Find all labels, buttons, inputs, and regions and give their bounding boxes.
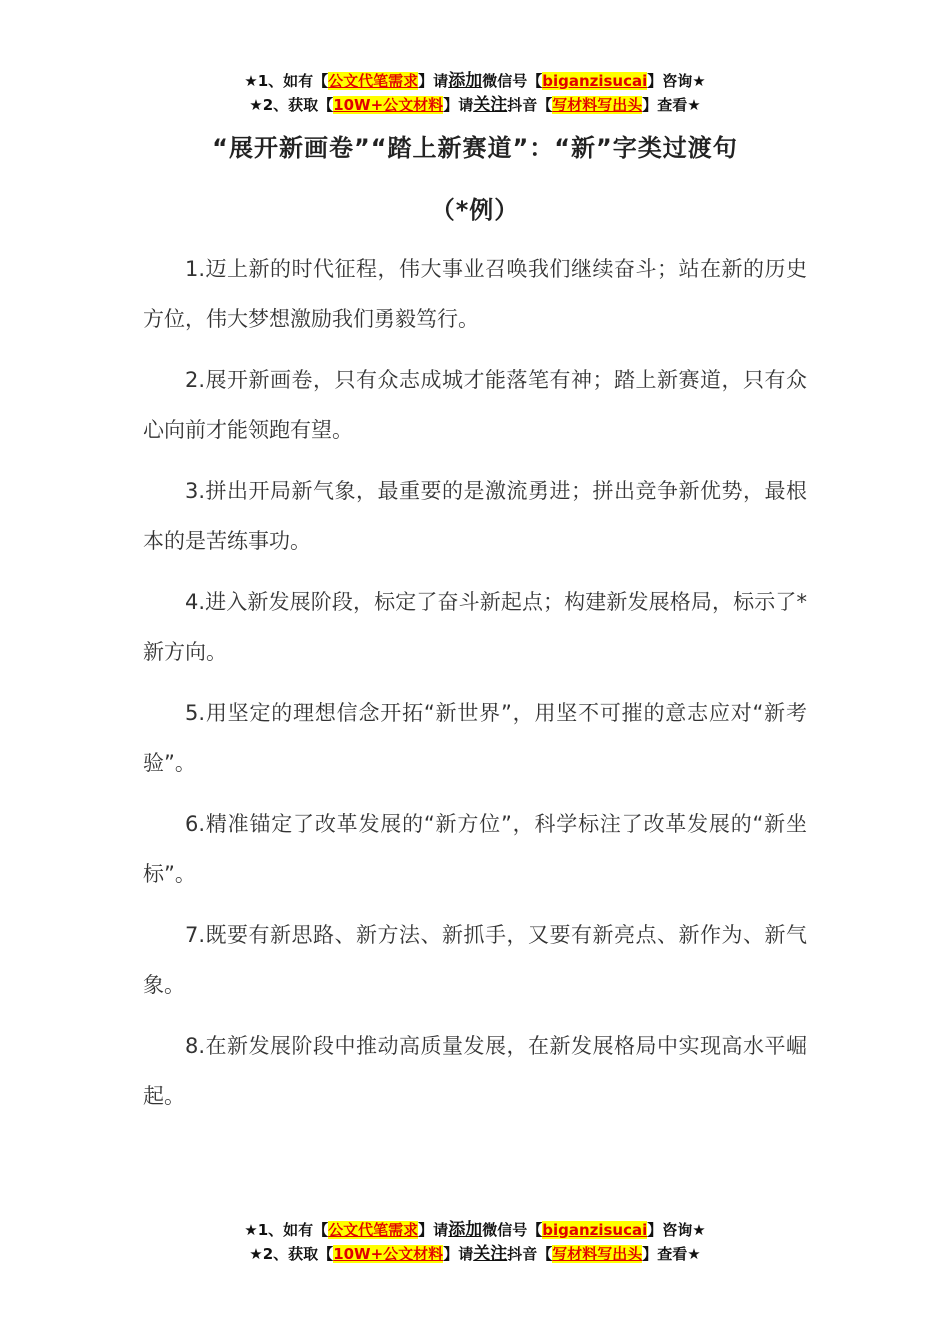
promo-line-2 [0, 1242, 950, 1266]
promo-text: ★1、如有【 [244, 72, 329, 90]
promo-footer [0, 1218, 950, 1266]
promo-emphasis: 添加 [448, 1220, 483, 1240]
paragraph-2: 2.展开新画卷，只有众志成城才能落笔有神；踏上新赛道，只有众心向前才能领跑有望。 [143, 368, 807, 442]
document-title: “展开新画卷”“踏上新赛道”：“新”字类过渡句 [212, 134, 738, 162]
promo-header [0, 69, 950, 117]
promo-wechat-id: biganzisucai [542, 72, 648, 90]
paragraph-1: 1.迈上新的时代征程，伟大事业召唤我们继续奋斗；站在新的历史方位，伟大梦想激励我们勇毅笃行。 [143, 257, 807, 331]
promo-text: 微信号【 [482, 72, 543, 90]
paragraph-4: 4.进入新发展阶段，标定了奋斗新起点；构建新发展格局，标示了*新方向。 [143, 590, 807, 664]
promo-text: 】查看★ [642, 96, 701, 114]
promo-emphasis: 关注 [473, 1244, 508, 1264]
promo-text: 】查看★ [642, 1245, 701, 1263]
promo-line-1 [0, 69, 950, 93]
promo-line-1 [0, 1218, 950, 1242]
document-subtitle: （*例） [430, 196, 520, 224]
promo-highlight: 公文代笔需求 [328, 72, 419, 90]
promo-wechat-id: biganzisucai [542, 1221, 648, 1239]
promo-text: 】请 [443, 1245, 474, 1263]
promo-text: 微信号【 [482, 1221, 543, 1239]
promo-emphasis: 关注 [473, 95, 508, 115]
promo-emphasis: 添加 [448, 71, 483, 91]
promo-highlight: 公文代笔需求 [328, 1221, 419, 1239]
promo-text: ★2、获取【 [249, 96, 334, 114]
document-body [143, 244, 807, 1132]
promo-douyin-id: 写材料写出头 [552, 1245, 643, 1263]
promo-text: ★2、获取【 [249, 1245, 334, 1263]
promo-douyin-id: 写材料写出头 [552, 96, 643, 114]
promo-line-2 [0, 93, 950, 117]
promo-text: 抖音【 [507, 1245, 553, 1263]
promo-text: 】请 [418, 1221, 449, 1239]
paragraph-3: 3.拼出开局新气象，最重要的是激流勇进；拼出竞争新优势，最根本的是苦练事功。 [143, 479, 807, 553]
paragraph-5: 5.用坚定的理想信念开拓“新世界”，用坚不可摧的意志应对“新考验”。 [143, 701, 807, 775]
promo-text: 】请 [443, 96, 474, 114]
promo-highlight: 10W+公文材料 [333, 96, 444, 114]
promo-text: 】咨询★ [647, 72, 706, 90]
promo-text: 】咨询★ [647, 1221, 706, 1239]
paragraph-7: 7.既要有新思路、新方法、新抓手，又要有新亮点、新作为、新气象。 [143, 923, 807, 997]
promo-text: 抖音【 [507, 96, 553, 114]
promo-highlight: 10W+公文材料 [333, 1245, 444, 1263]
paragraph-8: 8.在新发展阶段中推动高质量发展，在新发展格局中实现高水平崛起。 [143, 1034, 807, 1108]
promo-text: ★1、如有【 [244, 1221, 329, 1239]
promo-text: 】请 [418, 72, 449, 90]
paragraph-6: 6.精准锚定了改革发展的“新方位”，科学标注了改革发展的“新坐标”。 [143, 812, 807, 886]
